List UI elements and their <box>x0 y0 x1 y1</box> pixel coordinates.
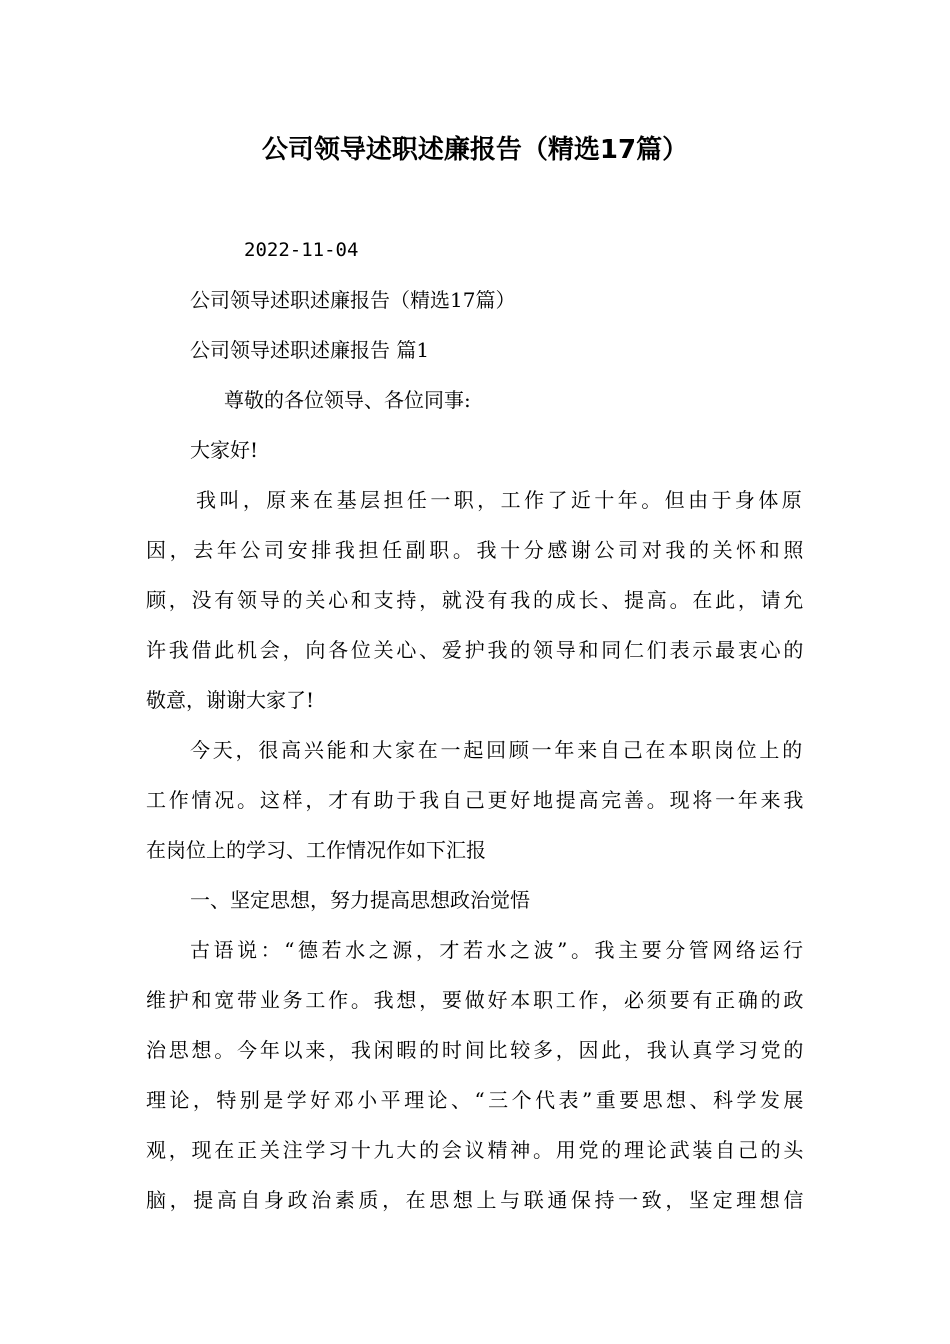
document-title: 公司领导述职述廉报告（精选17篇） <box>261 135 689 165</box>
paragraph-line: 脑，提高自身政治素质，在思想上与联通保持一致，坚定理想信 <box>146 1188 806 1212</box>
document-date: 2022-11-04 <box>244 239 359 261</box>
paragraph-line: 许我借此机会，向各位关心、爱护我的领导和同仁们表示最衷心的 <box>146 638 806 662</box>
section-heading: 一、坚定思想，努力提高思想政治觉悟 <box>190 888 530 912</box>
paragraph-line: 因，去年公司安排我担任副职。我十分感谢公司对我的关怀和照 <box>146 538 806 562</box>
paragraph-line: 今天，很高兴能和大家在一起回顾一年来自己在本职岗位上的 <box>190 738 804 762</box>
paragraph-line: 理论，特别是学好邓小平理论、“三个代表”重要思想、科学发展 <box>146 1088 806 1112</box>
paragraph-line: 工作情况。这样，才有助于我自己更好地提高完善。现将一年来我 <box>146 788 806 812</box>
section-title: 公司领导述职述廉报告 篇1 <box>190 338 430 362</box>
paragraph-line: 顾，没有领导的关心和支持，就没有我的成长、提高。在此，请允 <box>146 588 806 612</box>
greeting-line: 尊敬的各位领导、各位同事: <box>224 388 471 412</box>
paragraph-line: 古语说：“德若水之源，才若水之波”。我主要分管网络运行 <box>190 938 804 962</box>
paragraph-line: 观，现在正关注学习十九大的会议精神。用党的理论武装自己的头 <box>146 1138 806 1162</box>
hello-line: 大家好! <box>190 438 259 462</box>
document-subtitle: 公司领导述职述廉报告（精选17篇） <box>190 288 516 312</box>
paragraph-line: 我叫，原来在基层担任一职，工作了近十年。但由于身体原 <box>196 488 804 512</box>
paragraph-line: 治思想。今年以来，我闲暇的时间比较多，因此，我认真学习党的 <box>146 1038 806 1062</box>
paragraph-line: 维护和宽带业务工作。我想，要做好本职工作，必须要有正确的政 <box>146 988 806 1012</box>
paragraph-line: 敬意，谢谢大家了! <box>146 688 315 712</box>
paragraph-line: 在岗位上的学习、工作情况作如下汇报 <box>146 838 486 862</box>
